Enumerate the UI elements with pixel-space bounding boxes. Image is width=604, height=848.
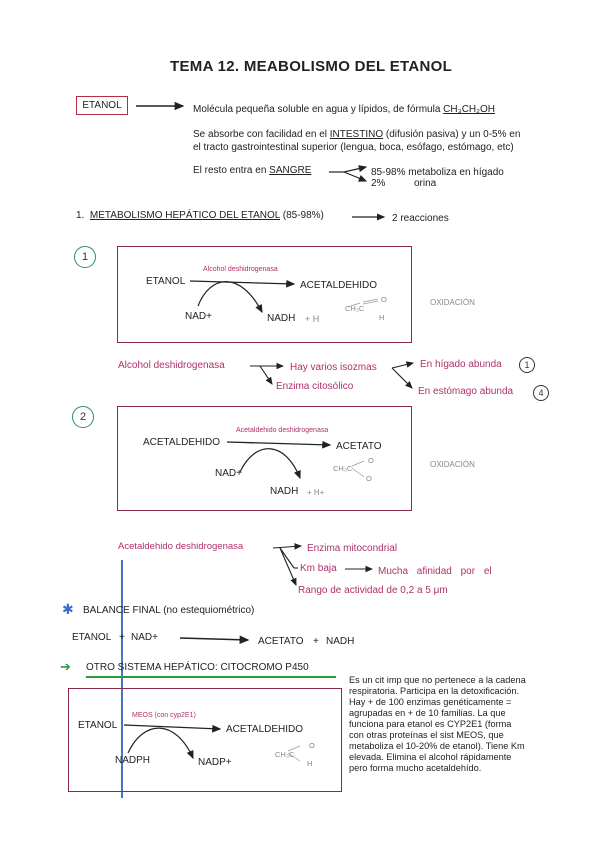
p450-product: ACETALDEHIDO — [226, 724, 304, 735]
balance-arrow — [180, 638, 248, 640]
balance-acetato: ACETATO — [258, 636, 304, 647]
reaction2-number: 2 — [72, 406, 94, 428]
reaction1-arrow — [190, 281, 294, 284]
intestino: INTESTINO — [329, 129, 384, 140]
section1-result: 2 reacciones — [392, 213, 449, 224]
reaction2-nadh: NADH — [270, 486, 299, 497]
reaction1-nadh: NADH — [267, 313, 296, 324]
reaction2-label: OXIDACIÓN — [430, 460, 475, 469]
reaction1-enzyme: Alcohol deshidrogenasa — [203, 266, 278, 273]
branch-urine-pct: 2% — [371, 178, 386, 189]
balance-nad: NAD+ — [131, 632, 158, 643]
notes1-liver-num: 1 — [519, 357, 535, 373]
reaction1-struct-o: O — [381, 295, 387, 304]
reaction1-cofactor-curve — [198, 282, 262, 312]
balance-heading: BALANCE FINAL (no estequiométrico) — [83, 605, 255, 616]
reaction1-number: 1 — [74, 246, 96, 268]
notes1-liver: En hígado abunda — [420, 359, 502, 370]
p450-substrate: ETANOL — [78, 720, 118, 731]
reaction1-struct-h: H — [379, 313, 385, 322]
reaction1-substrate: ETANOL — [146, 276, 186, 287]
page-title: TEMA 12. MEABOLISMO DEL ETANOL — [170, 58, 453, 75]
notes1-stomach: En estómago abunda — [418, 386, 514, 397]
intro-line1: Molécula pequeña soluble en agua y lípidos, de fórmula CH₃CH₂OH — [193, 104, 496, 115]
reaction1-struct: CH₃C — [345, 304, 365, 313]
p450-heading: OTRO SISTEMA HEPÁTICO: CITOCROMO P450 — [86, 662, 309, 673]
reaction2-hplus: + H+ — [307, 488, 325, 497]
intro-line3: el tracto gastrointestinal superior (lengua, boca, esófago, estómago, etc) — [193, 142, 514, 153]
notes1-stomach-num: 4 — [533, 385, 549, 401]
p450-nadp: NADP+ — [198, 757, 232, 768]
balance-nadh: NADH — [326, 636, 355, 647]
notes2-km: Km baja — [300, 563, 337, 574]
notes1-isozymes: Hay varios isozmas — [290, 362, 377, 373]
reaction2-struct: CH₃C — [333, 464, 353, 473]
reaction2-product: ACETATO — [336, 441, 382, 452]
notes1-cytosolic: Enzima citosólico — [276, 381, 354, 392]
reaction2-enzyme: Acetaldehido deshidrogenasa — [236, 427, 329, 434]
p450-nadph: NADPH — [115, 755, 151, 766]
intro-line4: El resto entra en SANGRE — [193, 165, 312, 176]
reaction2-nad: NAD+ — [215, 468, 242, 479]
p450-enzyme: MEOS (con cyp2E1) — [132, 712, 196, 719]
balance-plus2: + — [313, 636, 319, 647]
reaction2-struct-o2: O — [366, 474, 372, 483]
p450-struct-h: H — [307, 759, 313, 768]
reaction1-hplus: + H — [305, 314, 320, 324]
sangre: SANGRE — [269, 165, 312, 176]
notes2-range: Rango de actividad de 0,2 a 5 μm — [298, 585, 448, 596]
notes1-enzyme: Alcohol deshidrogenasa — [118, 360, 225, 371]
balance-plus1: + — [119, 632, 125, 643]
reaction1-label: OXIDACIÓN — [430, 298, 475, 307]
section1-heading: 1. METABOLISMO HEPÁTICO DEL ETANOL (85-98%) — [76, 210, 324, 221]
reaction2-arrow — [227, 442, 330, 445]
p450-struct: CH₃C — [275, 750, 295, 759]
intro-line2: Se absorbe con facilidad en el INTESTINO (difusión pasiva) y un 0-5% en — [193, 129, 521, 140]
reaction1-nad: NAD+ — [185, 311, 212, 322]
p450-cofactor-curve — [128, 728, 193, 758]
etanol-box-label: ETANOL — [82, 100, 122, 111]
balance-star-icon: ✱ — [62, 601, 74, 617]
branch-urine: orina — [414, 178, 437, 189]
branch-liver: 85-98% metaboliza en hígado — [371, 167, 504, 178]
notes2-mito: Enzima mitocondrial — [307, 543, 398, 554]
reaction2-cofactor-curve — [240, 449, 300, 478]
notes2-affinity: Mucha afinidad por el — [378, 566, 492, 577]
p450-struct-o: O — [309, 741, 315, 750]
p450-arrow-icon: ➔ — [60, 659, 71, 674]
p450-paragraph: Es un cit imp que no pertenece a la cadena respiratoria. Participa en la detoxificación. Hay + de 100 enzimas genéticamente = agrupadas en + de 10 familias. La que funciona para etanol es CYP2E1 (forma con otras proteínas el sist MEOS, que metaboliza el 10-20% de etanol). Tiene Km elevada. Elimina el alcohol rápidamente pero forma mucho acetaldehído. — [349, 675, 526, 773]
balance-etanol: ETANOL — [72, 632, 112, 643]
notes2-enzyme: Acetaldehido deshidrogenasa — [118, 541, 244, 552]
formula: CH₃CH₂OH — [443, 104, 496, 115]
p450-arrow — [124, 725, 220, 729]
reaction2-substrate: ACETALDEHIDO — [143, 437, 221, 448]
reaction2-struct-o1: O — [368, 456, 374, 465]
reaction1-product: ACETALDEHIDO — [300, 280, 378, 291]
